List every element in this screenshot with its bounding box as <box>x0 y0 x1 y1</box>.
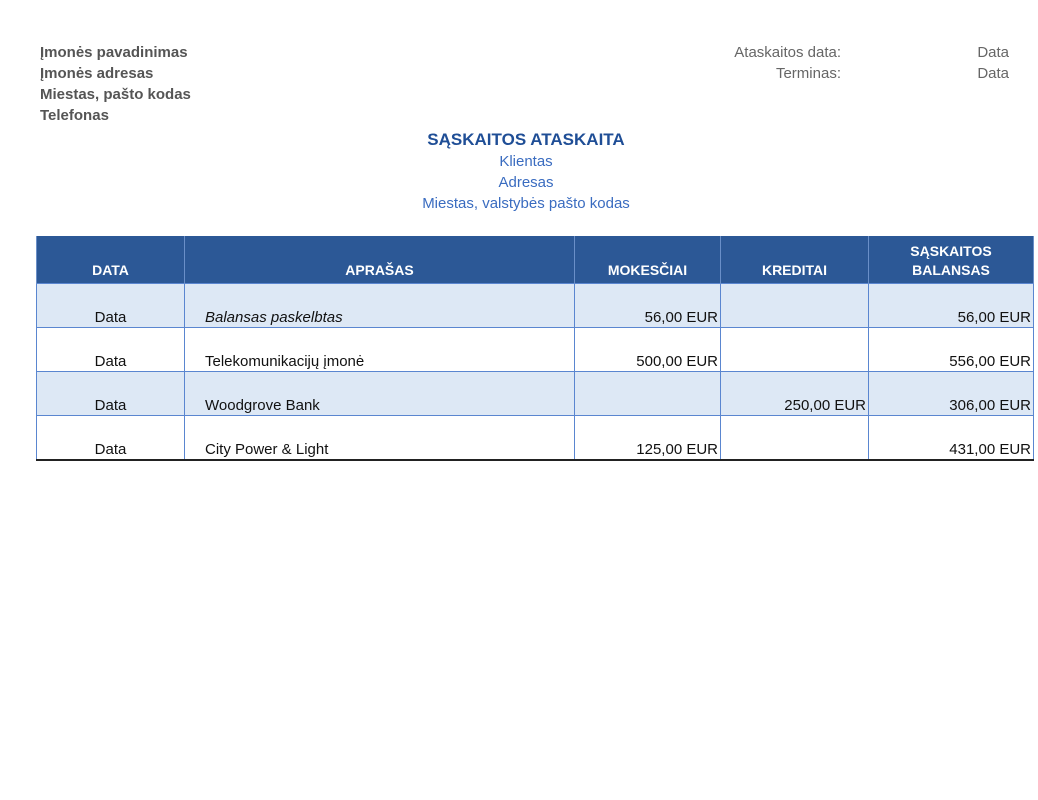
client-city: Miestas, valstybės pašto kodas <box>422 195 630 212</box>
row-description: Woodgrove Bank <box>185 372 575 416</box>
table-header-row <box>37 236 1034 284</box>
row-charges: 56,00 EUR <box>575 284 721 328</box>
col-header-balance-line1: SĄSKAITOS <box>910 243 992 259</box>
row-credits <box>721 284 869 328</box>
company-info <box>40 42 191 126</box>
report-date-row <box>691 42 1009 63</box>
row-credits <box>721 416 869 461</box>
report-meta <box>691 42 1009 84</box>
table-row <box>37 416 1034 461</box>
row-charges <box>575 372 721 416</box>
row-date: Data <box>37 372 185 416</box>
col-header-date: DATA <box>37 236 185 284</box>
row-date: Data <box>37 284 185 328</box>
row-balance: 556,00 EUR <box>869 328 1034 372</box>
row-date: Data <box>37 416 185 461</box>
row-charges: 500,00 EUR <box>575 328 721 372</box>
row-description: City Power & Light <box>185 416 575 461</box>
row-charges: 125,00 EUR <box>575 416 721 461</box>
col-header-balance-line2: BALANSAS <box>912 262 990 278</box>
term-row <box>691 63 1009 84</box>
report-date-value: Data <box>977 44 1009 61</box>
row-description: Telekomunikacijų įmonė <box>185 328 575 372</box>
term-value: Data <box>977 65 1009 82</box>
company-city: Miestas, pašto kodas <box>40 86 191 103</box>
company-phone: Telefonas <box>40 107 109 124</box>
term-label: Terminas: <box>775 65 841 82</box>
table-row <box>37 284 1034 328</box>
company-name: Įmonės pavadinimas <box>40 44 188 61</box>
row-description: Balansas paskelbtas <box>185 284 575 328</box>
client-name: Klientas <box>499 153 553 170</box>
statement-table <box>36 236 1034 461</box>
page-title: SĄSKAITOS ATASKAITA <box>427 130 625 149</box>
statement-header <box>0 129 1038 214</box>
col-header-credits: KREDITAI <box>721 236 869 284</box>
row-balance: 56,00 EUR <box>869 284 1034 328</box>
col-header-charges: MOKESČIAI <box>575 236 721 284</box>
row-credits <box>721 328 869 372</box>
report-date-label: Ataskaitos data: <box>734 44 841 61</box>
client-address: Adresas <box>498 174 554 191</box>
row-credits: 250,00 EUR <box>721 372 869 416</box>
col-header-description: APRAŠAS <box>185 236 575 284</box>
row-balance: 431,00 EUR <box>869 416 1034 461</box>
col-header-balance <box>869 236 1034 284</box>
company-address: Įmonės adresas <box>40 65 154 82</box>
row-balance: 306,00 EUR <box>869 372 1034 416</box>
row-date: Data <box>37 328 185 372</box>
table-row <box>37 372 1034 416</box>
table-row <box>37 328 1034 372</box>
